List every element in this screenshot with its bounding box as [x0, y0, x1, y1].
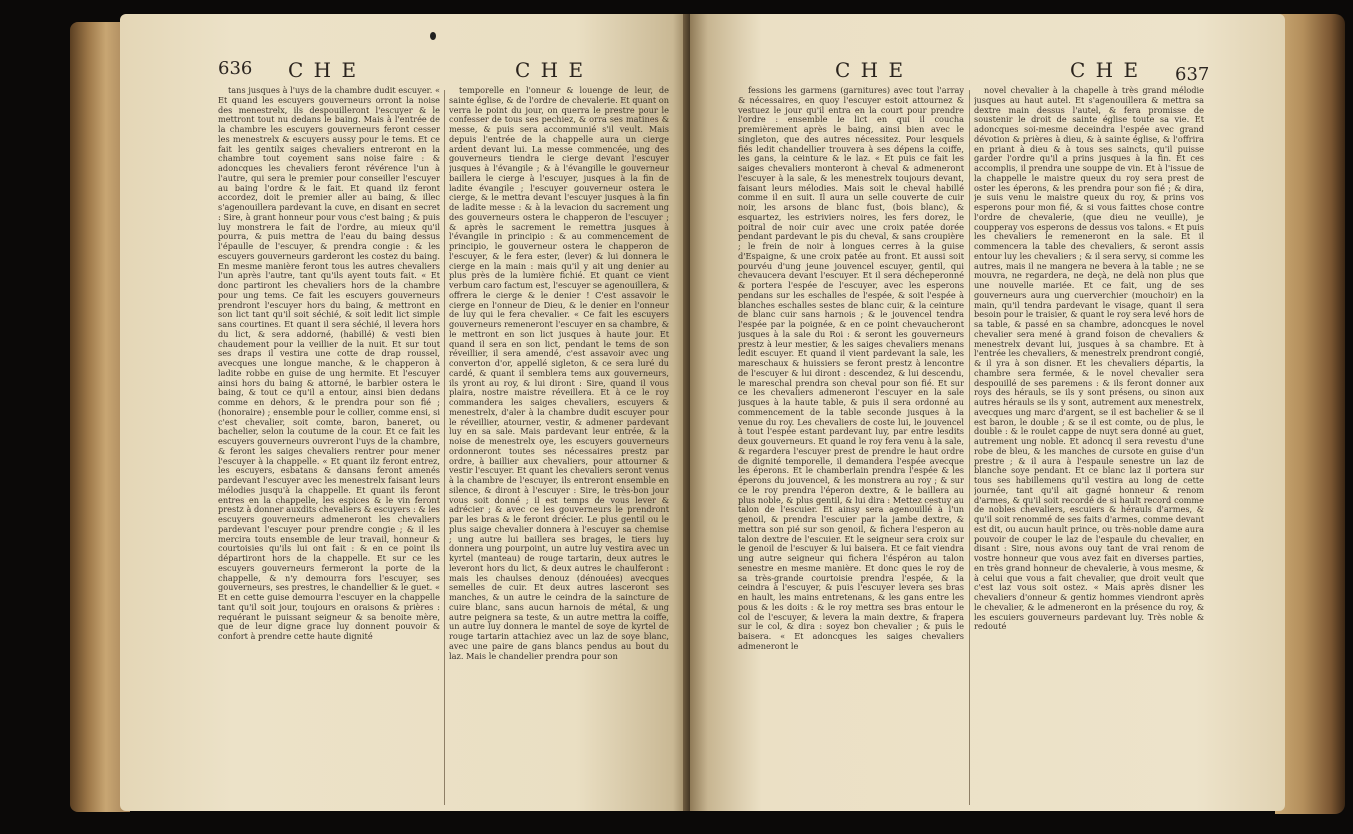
book-edge-right	[1275, 14, 1345, 814]
left-page-column-1	[218, 86, 440, 801]
right-page	[690, 14, 1285, 811]
page-number-right: 637	[1175, 64, 1210, 85]
ink-mark	[430, 32, 436, 40]
column-text: tans jusques à l'uys de la chambre dudit escuyer. « Et quand les escuyers gouverneurs orront la noise des menestrelx, ils despouilleront l'escuyer & le mettront tout nu dedans le baing. Mais à l'entrée de la chambre les escuyers gouverneurs feront cesser les menestrelx & escuyers aussy pour le tems. Et ce fait les gentilx saiges chevaliers entreront en la chambre tout coyement sans noise faire : & adoncques les chevaliers feront révérence l'un à l'autre, qui sera le premier pour conseiller l'escuyer au baing l'ordre & le fait. Et quand ilz feront accordez, doit le premier aller au baing, & illec s'agenouillera pardevant la cuve, en disant en secret : Sire, à grant honneur pour vous c'est baing ; & puis luy monstrera le fait de l'ordre, au mieux qu'il pourra, & puis mettra de l'eau du baing dessus l'épaulle de l'escuyer, & prendra congie : & les escuyers gouverneurs garderont les costez du baing. En mesme manière feront tous les autres chevaliers l'un après l'autre, tant qu'ils ayent touts fait. « Et donc partiront les chevaliers hors de la chambre pour ung tems. Ce fait les escuyers gouverneurs prendront l'escuyer hors du baing, & mettront en son lict tant qu'il soit séchié, & soit ledit lict simple sans courtines. Et quant il sera séchié, il levera hors du lict, & sera addorné, (habillé) & vesti bien chaudement pour la veillier de la nuit. Et sur tout ses draps il vestira une cotte de drap roussel, avecques une longue manche, & le chapperon à ladite robbe en guise de ung hermite. Et l'escuyer ainsi hors du baing & attorné, le barbier ostera le baing, & tout ce qu'il a entour, ainsi bien dedans comme en dehors, & le prendra pour son fié ; (honoraire) ; ensemble pour le collier, comme ensi, si c'est chevalier, soit comte, baron, baneret, ou bachelier, selon la coutume de la cour. Et ce fait les escuyers gouverneurs ouvreront l'uys de la chambre, & feront les saiges chevaliers rentrer pour mener l'escuyer à la chappelle. « Et quant ilz feront entrez, les escuyers, esbatans & dansans feront amenés pardevant l'escuyer avec les menestrelx faisant leurs mélodies jusqu'à la chappelle. Et quant ils feront entres en la chappelle, les espices & le vin feront prestz à donner auxdits chevaliers & escuyers : & les escuyers gouverneurs admeneront les chevaliers pardevant l'escuyer pour prendre congie ; & il les mercira touts ensemble de leur travail, honneur & courtoisies qu'ils lui ont fait : & en ce point ils départiront hors de la chappelle. Et sur ce les escuyers gouverneurs fermeront la porte de la chappelle, & n'y demourra fors l'escuyer, ses gouverneurs, ses prestres, le chandellier & le guet. « Et en cette guise demourra l'escuyer en la chappelle tant qu'il soit jour, toujours en oraisons & prières : requérant le puissant seigneur & sa benoite mère, que de leur digne grace luy donnent pouvoir & confort à prendre cette haute dignité	[218, 86, 440, 641]
running-head-right-a: C H E	[835, 58, 906, 82]
running-head-right-b: C H E	[1070, 58, 1141, 82]
left-page-column-2	[449, 86, 669, 801]
column-text: fessions les garmens (garnitures) avec tout l'array & nécessaires, en quoy l'escuyer estoit attournez & vestuez le jour qu'il entra en la court pour prendre l'ordre : ensemble le lict en qui il coucha premièrement après le baing, ainsi bien avec le singleton, que des autres nécessitez. Pour lesquels fiés ledit chandellier trouvera à ses dépens la coiffe, les gans, la ceinture & le laz. « Et puis ce fait les saiges chevaliers monteront à cheval & admeneront l'escuyer à la sale, & les menestrelx toujours devant, faisant leurs mélodies. Mais soit le cheval habillé comme il en suit. Il aura un selle couverte de cuir noir, les arsons de blanc fust, (bois blanc), & esquartez, les estriviers noires, les fers dorez, le poitral de noir cuir avec une croix patée dorée pendant pardevant le pis du cheval, & sans croupière ; le frein de noir à longues cerres à la guise d'Espaigne, & une croix patée au front. Et aussi soit pourvéu d'ung jeune jouvencel escuyer, gentil, qui chevaucera devant l'escuyer. Et il sera décheperonné & portera l'espée de l'escuyer, avec les esperons pendans sur les eschalles de l'espée, & soit l'espée à blanches eschalles sestes de blanc cuir, & la ceinture de blanc cuir sans harnois ; & le jouvencel tendra l'espée par la poignée, & en ce point chevaucheront jusques à la sale du Roi : & seront les gouverneurs prestz à leur mestier, & les saiges chevaliers menans ledit escuyer. Et quand il vient pardevant la sale, les mareschaux & huissiers se feront prestz à lencontre de l'escuyer & lui diront : descendez, & lui descendu, le mareschal prendra son cheval pour son fié. Et sur ce les chevaliers admeneront l'escuyer en la sale jusques à la haute table, & puis il sera ordonné au commencement de la table seconde jusques à la venue du roy. Les chevaliers de coste lui, le jouvencel à tout l'espée estant pardevant luy, par entre lesdits deux gouverneurs. Et quand le roy fera venu à la sale, & regardera l'escuyer prest de prendre le haut ordre de dignité temporelle, il demandera l'espée avecque les éperons. Et le chamberlain prendra l'espée & les éperons du jouvencel, & les monstrera au roy ; & sur ce le roy prendra l'éperon dextre, & le baillera au plus noble, & plus gentil, & lui dira : Mettez cestuy au talon de l'escuier. Et ainsy sera agenouillé à l'un genoil, & prendra l'escuier par la jambe dextre, & mettra son pié sur son genoil, & fichera l'esperon au talon dextre de l'escuier. Et le seigneur sera croix sur le genoil de l'escuyer & lui baisera. Et ce fait viendra ung autre seigneur qui fichera l'éspéron au talon senestre en mesme manière. Et donc ques le roy de sa très-grande courtoisie prendra l'espée, & la ceindra à l'escuyer, & puis l'escuyer levera ses bras en hault, les mains entretenans, & les gans entre les pous & les doits : & le roy mettra ses bras entour le col de l'escuyer, & levera la main dextre, & frapera sur le col, & dira : soyez bon chevalier ; & puis le baisera. « Et adoncques les saiges chevaliers admeneront le	[738, 86, 964, 651]
column-text: temporelle en l'onneur & louenge de leur, de sainte église, & de l'ordre de chevalerie. Et quant on verra le point du jour, on querra le prestre pour le confesser de tous ses pechiez, & orra ses matines & messe, & puis sera accommunié s'il veult. Mais depuis l'entrée de la chappelle aura un cierge ardent devant lui. La messe commencée, ung des gouverneurs tiendra le cierge devant l'escuyer jusques à l'évangile ; & à l'évangille le gouverneur baillera le cierge à l'escuyer, jusques à la fin de ladite évangile ; l'escuyer gouverneur ostera le cierge, & le mettra devant l'escuyer jusques à la fin de ladite messe : & à la levacion du sacrement ung des gouverneurs ostera le chapperon de l'escuyer ; & après le sacrement le remettra jusques à l'évangile in principio : & au commencement de principio, le gouverneur ostera le chapperon de l'escuyer, & le fera ester, (lever) & lui donnera le cierge en la main : mais qu'il y ait ung denier au plus près de la lumière fichié. Et quant ce vient verbum caro factum est, l'escuyer se agenouillera, & offrera le cierge & le denier ! C'est assavoir le cierge en l'onneur de Dieu, & le denier en l'onneur de luy qui le fera chevalier. « Ce fait les escuyers gouverneurs remeneront l'escuyer en sa chambre, & le mettront en son lict jusques à haute jour. Et quand il sera en son lict, pendant le tems de son réveillier, il sera amendé, c'est assavoir avec ung converton d'or, appellé sigleton, & ce sera luré du cardé, & quant il semblera tems aux gouverneurs, ils yront au roy, & lui diront : Sire, quand il vous plaira, nostre maistre réveillera. Et à ce le roy commandera les saiges chevaliers, escuyers & menestrelx, d'aler à la chambre dudit escuyer pour le réveillier, atourner, vestir, & admener pardevant luy en sa sale. Mais pardevant leur entrée, & la noise de menestrelx oye, les escuyers gouverneurs ordonneront toutes ses nécessaires prestz par ordre, à baillier aux chevaliers, pour attourner & vestir l'escuyer. Et quant les chevaliers seront venus à la chambre de l'escuyer, ils entreront ensemble en silence, & diront à l'escuyer : Sire, le très-bon jour vous soit donné ; il est temps de vous lever & adrécier ; & avec ce les gouverneurs le prendront par les bras & le feront drécier. Le plus gentil ou le plus saige chevalier donnera à l'escuyer sa chemise ; ung autre lui baillera ses brages, le tiers luy donnera ung pourpoint, un autre luy vestira avec un kyrtel (manteau) de rouge tartarin, deux autres le leveront hors du lict, & deux autres le chaulferont : mais les chaulses denouz (dénouées) avecques semelles de cuir. Et deux autres lasceront ses manches, & un autre le ceindra de la saincture de cuire blanc, sans aucun harnois de métal, & ung autre peignera sa teste, & un autre mettra la coiffe, un autre luy donnera le mantel de soye de kyrtel de rouge tartarin attachiez avec un laz de soye blanc, avec une paire de gans blancs pendus au bout du laz. Mais le chandelier prendra pour son	[449, 86, 669, 661]
right-page-column-1	[738, 86, 964, 801]
column-rule	[969, 90, 970, 805]
running-head-left-a: C H E	[288, 58, 359, 82]
running-head-left-b: C H E	[515, 58, 586, 82]
column-rule	[444, 90, 445, 805]
right-page-column-2	[974, 86, 1204, 801]
left-page	[120, 14, 690, 811]
column-text: novel chevalier à la chapelle à très grand mélodie jusques au haut autel. Et s'agenouillera & mettra sa dextre main dessus l'autel, & fera promisse de soustenir le droit de sainte église toute sa vie. Et adoncques soi-mesme deceindra l'espée avec grand dévotion & prières à dieu, & à sainte église, & l'offrira en priant à dieu & à tous ses saincts, qu'il puisse garder l'ordre qu'il a prins jusques à la fin. Et ces accomplis, il prendra une souppe de vin. Et à l'issue de la chappelle le maistre queux du roy sera prest de oster les éperons, & les prendra pour son fié ; & dira, je suis venu le maistre queux du roy, & prins vos esperons pour mon fié, & si vous faittes chose contre l'ordre de chevalerie, (que dieu ne veuille), je coupperay vos esperons de dessus vos talons. « Et puis les chevaliers le remeneront en la sale. Et il commencera la table des chevaliers, & seront assis entour luy les chevaliers ; & il sera servy, si comme les autres, mais il ne mangera ne bevera à la table ; ne se mouvra, ne regardera, ne deçà, ne delà non plus que une nouvelle mariée. Et ce fait, ung de ses gouverneurs aura ung cuerverchier (mouchoir) en la main, qu'il tendra pardevant le visage, quant il sera besoin pour le traisier, & quant le roy sera levé hors de sa table, & passé en sa chambre, adoncques le novel chevalier sera mené à grand foison de chevaliers & menestrelx devant lui, jusques à sa chambre. Et à l'entrée les chevaliers, & menestrelx prendront congié, & il yra à son disner. Et les chevaliers départis, la chambre sera fermée, & le novel chevalier sera despouillé de ses paremens : & ils feront donner aux roys des hérauls, se ils y sont présens, ou sinon aux autres hérauls se ils y sont, autrement aux menestrelx, avecques ung marc d'argent, se il est bachelier & se il est baron, le double ; & se il est comte, ou de plus, le double : & le roulet cappe de nuyt sera donné au guet, autrement ung noble. Et adoncq il sera revestu d'une robe de bleu, & les manches de cursote en guise d'un prestre ; & il aura à l'espaule senestre un laz de blanche soye pendant. Et ce blanc laz il portera sur tous ses habillemens qu'il vestira au long de cette journée, tant qu'il ait gagné honneur & renom d'armes, & qu'il soit recordé de si hault record comme de nobles chevaliers, escuiers & hérauls d'armes, & qu'il soit renommé de ses faits d'armes, comme devant est dit, ou aucun hault prince, ou très-noble dame aura pouvoir de couper le laz de l'espaule du chevalier, en disant : Sire, nous avons ouy tant de vrai renom de vostre honneur que vous avez fait en diverses parties, en très grand honneur de chevalerie, à vous mesme, & à celui que vous a fait chevalier, que droit veult que c'est laz vous soit ostez. « Mais après disner les chevaliers d'onneur & gentiz hommes viendront après le chevalier, & le admeneront en la présence du roy, & les escuiers gouverneurs pardevant luy. Très noble & redouté	[974, 86, 1204, 632]
page-number-left: 636	[218, 58, 253, 79]
